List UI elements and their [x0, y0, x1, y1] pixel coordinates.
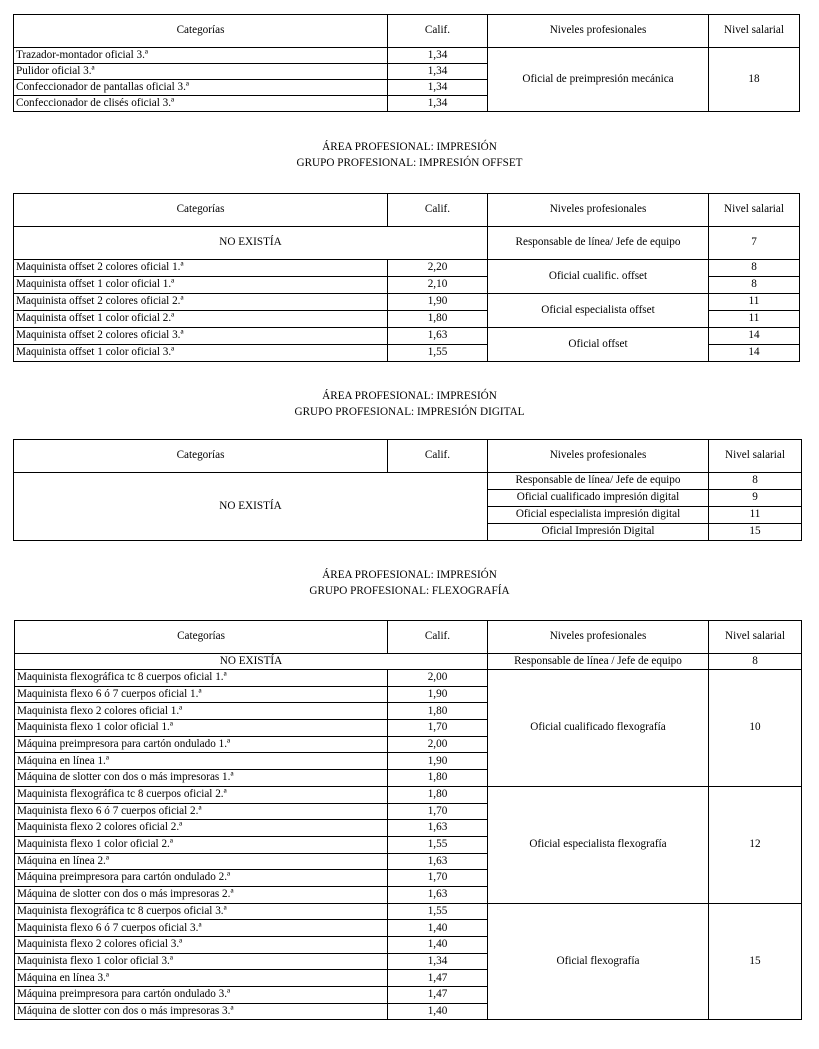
heading-digital [0, 388, 819, 420]
calif-cell: 1,34 [388, 48, 488, 64]
calif-cell: 1,47 [388, 987, 488, 1004]
calif-cell: 1,80 [388, 786, 488, 803]
categoria-cell: Maquinista offset 2 colores oficial 2.ª [14, 294, 388, 311]
categoria-cell: Maquinista offset 2 colores oficial 3.ª [14, 328, 388, 345]
nivel-cell: Oficial cualificado impresión digital [488, 490, 709, 507]
calif-cell: 1,90 [388, 753, 488, 770]
categoria-cell: Maquinista flexo 2 colores oficial 2.ª [15, 820, 388, 837]
calif-cell: 1,70 [388, 803, 488, 820]
salarial-cell: 11 [709, 311, 800, 328]
categoria-cell: Máquina en línea 3.ª [15, 970, 388, 987]
salarial-cell: 14 [709, 328, 800, 345]
calif-cell: 2,10 [388, 277, 488, 294]
categoria-cell: Maquinista offset 1 color oficial 1.ª [14, 277, 388, 294]
area-title: ÁREA PROFESIONAL: IMPRESIÓN [322, 390, 497, 402]
header-categorias: Categorías [14, 440, 388, 473]
calif-cell: 1,63 [388, 328, 488, 345]
nivel-cell: Responsable de línea/ Jefe de equipo [488, 227, 709, 260]
salarial-cell: 9 [709, 490, 802, 507]
categoria-cell: Máquina de slotter con dos o más impresoras 2.ª [15, 886, 388, 903]
calif-cell: 1,55 [388, 836, 488, 853]
heading-flexo [0, 567, 819, 599]
calif-cell: 1,55 [388, 903, 488, 920]
categoria-cell: Pulidor oficial 3.ª [14, 64, 388, 80]
header-calif: Calif. [388, 440, 488, 473]
area-title: ÁREA PROFESIONAL: IMPRESIÓN [322, 141, 497, 153]
categoria-cell: Maquinista offset 2 colores oficial 1.ª [14, 260, 388, 277]
calif-cell: 1,63 [388, 886, 488, 903]
no-existia-cell: NO EXISTÍA [15, 654, 488, 670]
grupo-title: GRUPO PROFESIONAL: FLEXOGRAFÍA [309, 585, 510, 597]
header-nivel-salarial: Nivel salarial [709, 440, 802, 473]
header-niveles: Niveles profesionales [488, 194, 709, 227]
heading-offset [0, 139, 819, 171]
categoria-cell: Máquina de slotter con dos o más impresoras 1.ª [15, 770, 388, 787]
salarial-cell: 15 [709, 524, 802, 541]
salarial-cell: 18 [709, 48, 800, 112]
salarial-cell: 8 [709, 277, 800, 294]
salarial-cell: 8 [709, 654, 802, 670]
nivel-cell: Oficial especialista flexografía [488, 786, 709, 903]
header-categorias: Categorías [14, 15, 388, 48]
table-flexografia [14, 620, 802, 1020]
header-categorias: Categorías [15, 621, 388, 654]
header-niveles: Niveles profesionales [488, 15, 709, 48]
categoria-cell: Máquina preimpresora para cartón ondulado 1.ª [15, 736, 388, 753]
nivel-cell: Oficial cualific. offset [488, 260, 709, 294]
categoria-cell: Máquina preimpresora para cartón ondulado 3.ª [15, 987, 388, 1004]
categoria-cell: Maquinista flexográfica tc 8 cuerpos oficial 1.ª [15, 670, 388, 687]
nivel-cell: Oficial especialista offset [488, 294, 709, 328]
salarial-cell: 12 [709, 786, 802, 903]
grupo-title: GRUPO PROFESIONAL: IMPRESIÓN OFFSET [296, 157, 523, 169]
table-offset [13, 193, 800, 362]
calif-cell: 1,55 [388, 345, 488, 362]
salarial-cell: 15 [709, 903, 802, 1020]
nivel-cell: Oficial especialista impresión digital [488, 507, 709, 524]
grupo-title: GRUPO PROFESIONAL: IMPRESIÓN DIGITAL [294, 406, 525, 418]
header-calif: Calif. [388, 621, 488, 654]
categoria-cell: Máquina de slotter con dos o más impresoras 3.ª [15, 1003, 388, 1020]
calif-cell: 1,90 [388, 686, 488, 703]
nivel-cell: Responsable de línea / Jefe de equipo [488, 654, 709, 670]
salarial-cell: 10 [709, 670, 802, 787]
calif-cell: 1,70 [388, 870, 488, 887]
calif-cell: 1,40 [388, 920, 488, 937]
header-categorias: Categorías [14, 194, 388, 227]
header-nivel-salarial: Nivel salarial [709, 15, 800, 48]
calif-cell: 1,34 [388, 96, 488, 112]
salarial-cell: 11 [709, 507, 802, 524]
nivel-cell: Responsable de línea/ Jefe de equipo [488, 473, 709, 490]
categoria-cell: Maquinista flexográfica tc 8 cuerpos oficial 3.ª [15, 903, 388, 920]
calif-cell: 1,34 [388, 953, 488, 970]
calif-cell: 2,00 [388, 736, 488, 753]
categoria-cell: Maquinista flexográfica tc 8 cuerpos oficial 2.ª [15, 786, 388, 803]
categoria-cell: Maquinista flexo 6 ó 7 cuerpos oficial 2.ª [15, 803, 388, 820]
calif-cell: 1,90 [388, 294, 488, 311]
calif-cell: 1,63 [388, 853, 488, 870]
categoria-cell: Maquinista flexo 1 color oficial 1.ª [15, 720, 388, 737]
categoria-cell: Maquinista flexo 2 colores oficial 1.ª [15, 703, 388, 720]
categoria-cell: Maquinista flexo 2 colores oficial 3.ª [15, 937, 388, 954]
categoria-cell: Maquinista flexo 6 ó 7 cuerpos oficial 1.ª [15, 686, 388, 703]
categoria-cell: Maquinista offset 1 color oficial 3.ª [14, 345, 388, 362]
nivel-cell: Oficial offset [488, 328, 709, 362]
categoria-cell: Máquina en línea 1.ª [15, 753, 388, 770]
salarial-cell: 7 [709, 227, 800, 260]
calif-cell: 2,20 [388, 260, 488, 277]
categoria-cell: Maquinista flexo 1 color oficial 2.ª [15, 836, 388, 853]
calif-cell: 1,63 [388, 820, 488, 837]
no-existia-cell: NO EXISTÍA [14, 227, 488, 260]
no-existia-cell: NO EXISTÍA [14, 473, 488, 541]
table-preimpresion [13, 14, 800, 112]
header-nivel-salarial: Nivel salarial [709, 621, 802, 654]
categoria-cell: Confeccionador de clisés oficial 3.ª [14, 96, 388, 112]
categoria-cell: Maquinista flexo 1 color oficial 3.ª [15, 953, 388, 970]
calif-cell: 1,34 [388, 80, 488, 96]
nivel-cell: Oficial de preimpresión mecánica [488, 48, 709, 112]
header-calif: Calif. [388, 194, 488, 227]
categoria-cell: Máquina en línea 2.ª [15, 853, 388, 870]
calif-cell: 1,47 [388, 970, 488, 987]
salarial-cell: 11 [709, 294, 800, 311]
calif-cell: 1,70 [388, 720, 488, 737]
salarial-cell: 14 [709, 345, 800, 362]
calif-cell: 1,80 [388, 770, 488, 787]
calif-cell: 2,00 [388, 670, 488, 687]
categoria-cell: Máquina preimpresora para cartón ondulado 2.ª [15, 870, 388, 887]
nivel-cell: Oficial flexografía [488, 903, 709, 1020]
categoria-cell: Trazador-montador oficial 3.ª [14, 48, 388, 64]
calif-cell: 1,80 [388, 703, 488, 720]
salarial-cell: 8 [709, 473, 802, 490]
calif-cell: 1,40 [388, 1003, 488, 1020]
header-nivel-salarial: Nivel salarial [709, 194, 800, 227]
categoria-cell: Maquinista offset 1 color oficial 2.ª [14, 311, 388, 328]
categoria-cell: Maquinista flexo 6 ó 7 cuerpos oficial 3.ª [15, 920, 388, 937]
nivel-cell: Oficial Impresión Digital [488, 524, 709, 541]
area-title: ÁREA PROFESIONAL: IMPRESIÓN [322, 569, 497, 581]
calif-cell: 1,40 [388, 937, 488, 954]
header-niveles: Niveles profesionales [488, 440, 709, 473]
header-niveles: Niveles profesionales [488, 621, 709, 654]
header-calif: Calif. [388, 15, 488, 48]
table-digital [13, 439, 802, 541]
salarial-cell: 8 [709, 260, 800, 277]
calif-cell: 1,34 [388, 64, 488, 80]
nivel-cell: Oficial cualificado flexografía [488, 670, 709, 787]
categoria-cell: Confeccionador de pantallas oficial 3.ª [14, 80, 388, 96]
calif-cell: 1,80 [388, 311, 488, 328]
